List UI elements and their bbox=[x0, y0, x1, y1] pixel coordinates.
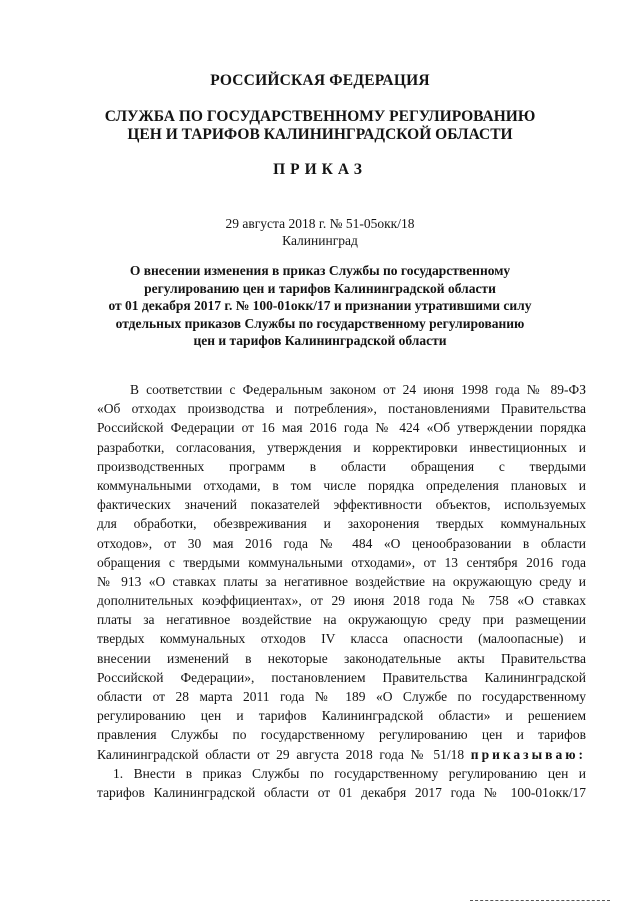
body-line: области от 28 марта 2011 года № 189 «О Службе по государственному bbox=[97, 689, 586, 704]
agency-heading-line: ЦЕН И ТАРИФОВ КАЛИНИНГРАДСКОЙ ОБЛАСТИ bbox=[127, 126, 513, 143]
order-keyword: приказываю: bbox=[470, 746, 587, 762]
subject-line: регулированию цен и тарифов Калининградской области bbox=[144, 280, 496, 296]
body-line: разработки, согласования, утверждения и корректировки инвестиционных и bbox=[97, 439, 586, 455]
body-line: твердых коммунальных отходов IV класса опасности (малоопасные) и bbox=[97, 631, 586, 647]
subject-line: цен и тарифов Калининградской области bbox=[193, 333, 447, 349]
document-type-heading: ПРИКАЗ bbox=[273, 161, 367, 178]
body-line: производственных программ в области обращения с твердыми bbox=[97, 458, 586, 474]
body-line: коммунальными отходами, в том числе порядка определения плановых и bbox=[97, 477, 586, 493]
body-line: отходов», от 30 мая 2016 года № 484 «О ценообразовании в области bbox=[97, 535, 586, 551]
body-line: № 913 «О ставках платы за негативное воздействие на окружающую среду и bbox=[97, 573, 586, 589]
subject-line: от 01 декабря 2017 г. № 100-01окк/17 и признании утратившими силу bbox=[108, 298, 532, 314]
country-heading: РОССИЙСКАЯ ФЕДЕРАЦИЯ bbox=[210, 72, 430, 89]
body-final-prefix: Калининградской области от 29 августа 2018 года № 51/18 bbox=[97, 746, 465, 762]
agency-heading bbox=[0, 108, 640, 144]
order-subject bbox=[0, 262, 640, 350]
date-and-number: 29 августа 2018 г. № 51-05окк/18 bbox=[225, 216, 415, 231]
page-footer-mark bbox=[470, 900, 610, 903]
body-line: дополнительных коэффициентах», от 29 июня 2018 года № 758 «О ставках bbox=[97, 593, 586, 609]
body-line: В соответствии с Федеральным законом от 24 июня 1998 года № 89-ФЗ bbox=[130, 382, 586, 397]
body-line: Российской Федерации от 16 мая 2016 года № 424 «Об утверждении порядка bbox=[97, 420, 586, 436]
body-line: фактических значений показателей эффективности объектов, используемых bbox=[97, 497, 586, 513]
body-line: регулированию цен и тарифов Калининградской области» и решением bbox=[97, 708, 586, 724]
agency-heading-line: СЛУЖБА ПО ГОСУДАРСТВЕННОМУ РЕГУЛИРОВАНИЮ bbox=[104, 108, 536, 125]
body-line: для обработки, обезвреживания и захоронения твердых коммунальных bbox=[97, 516, 586, 532]
body-line: платы за негативное воздействие на окружающую среду при размещении bbox=[97, 612, 586, 628]
body-line: правления Службы по государственному регулированию цен и тарифов bbox=[97, 727, 586, 743]
body-line: обращения с твердыми коммунальными отходами», от 13 сентября 2016 года bbox=[97, 554, 586, 570]
body-line: «Об отходах производства и потребления», постановлениями Правительства bbox=[97, 401, 586, 417]
order-body bbox=[97, 380, 586, 802]
body-line: внесении изменений в некоторые законодательные акты Правительства bbox=[97, 650, 586, 666]
item-1-line: тарифов Калининградской области от 01 декабря 2017 года № 100-01окк/17 bbox=[97, 784, 586, 800]
body-line: Российской Федерации», постановлением Правительства Калининградской bbox=[97, 669, 586, 685]
city: Калининград bbox=[282, 233, 358, 248]
subject-line: О внесении изменения в приказ Службы по государственному bbox=[129, 263, 511, 278]
body-final-line bbox=[97, 745, 586, 764]
subject-line: отдельных приказов Службы по государственному регулированию bbox=[115, 315, 525, 331]
item-1-line: 1. Внести в приказ Службы по государственному регулированию цен и bbox=[113, 765, 586, 781]
